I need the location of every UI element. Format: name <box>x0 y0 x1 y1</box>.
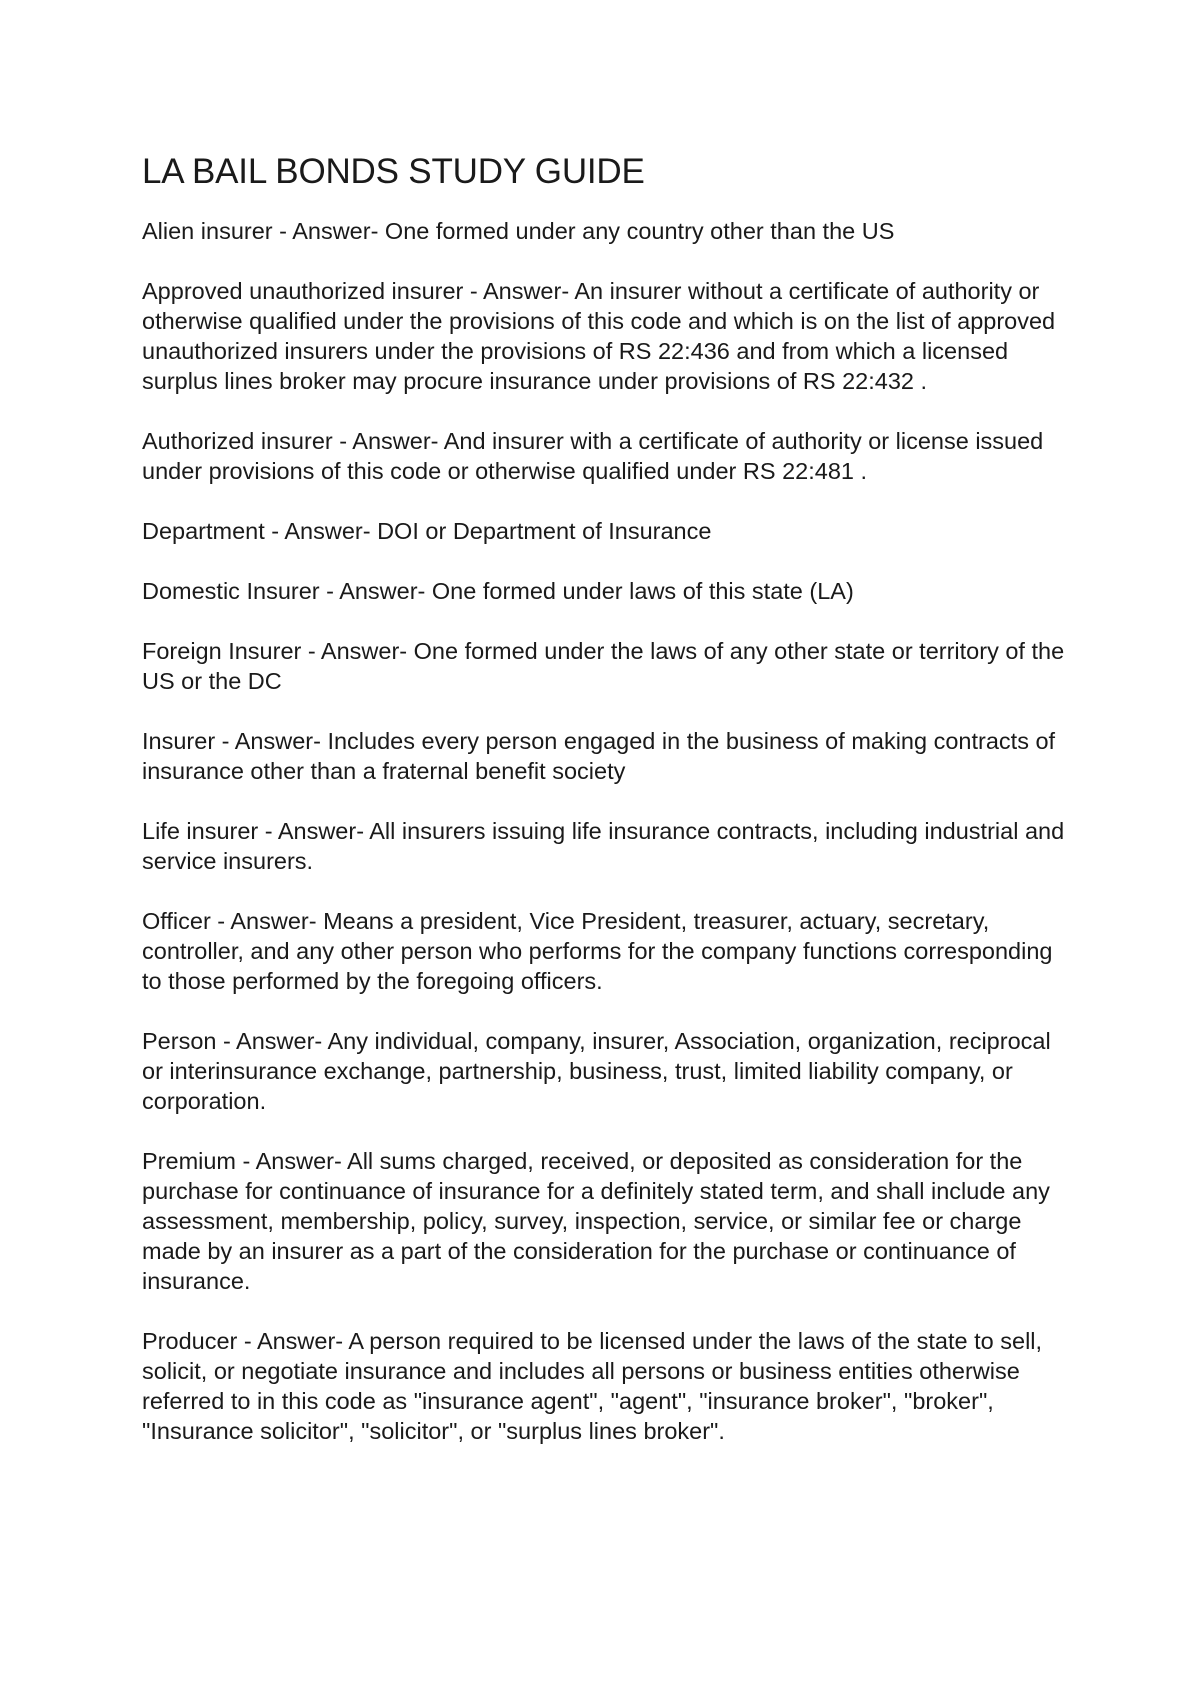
definition-entry: Alien insurer - Answer- One formed under any country other than the US <box>142 218 895 244</box>
page-title: LA BAIL BONDS STUDY GUIDE <box>142 152 645 191</box>
definition-entry: Domestic Insurer - Answer- One formed under laws of this state (LA) <box>142 578 854 604</box>
definition-entry: Approved unauthorized insurer - Answer- An insurer without a certificate of authority or otherwise qualified under the provisions of this code and which is on the list of approved unauthorized insurers under the provisions of RS 22:436 and from which a licensed surplus lines broker may procure insurance under provisions of RS 22:432 . <box>142 278 1056 394</box>
definition-entry: Producer - Answer- A person required to be licensed under the laws of the state to sell, solicit, or negotiate insurance and includes all persons or business entities otherwise referred to in this code as "insurance agent", "agent", "insurance broker", "broker", "Insurance solicitor", "solicitor", or "surplus lines broker". <box>142 1328 1043 1444</box>
definition-entry: Foreign Insurer - Answer- One formed under the laws of any other state or territory of the US or the DC <box>142 638 1065 694</box>
document-body <box>142 150 1072 1476</box>
definition-entry: Officer - Answer- Means a president, Vice President, treasurer, actuary, secretary, controller, and any other person who performs for the company functions corresponding to those performed by the foregoing officers. <box>142 908 1053 994</box>
definition-entry: Authorized insurer - Answer- And insurer with a certificate of authority or license issued under provisions of this code or otherwise qualified under RS 22:481 . <box>142 428 1044 484</box>
definition-entry: Department - Answer- DOI or Department of Insurance <box>142 518 712 544</box>
definition-entry: Person - Answer- Any individual, company, insurer, Association, organization, reciprocal or interinsurance exchange, partnership, business, trust, limited liability company, or corporation. <box>142 1028 1051 1114</box>
definition-entry: Insurer - Answer- Includes every person engaged in the business of making contracts of insurance other than a fraternal benefit society <box>142 728 1056 784</box>
definition-entry: Life insurer - Answer- All insurers issuing life insurance contracts, including industrial and service insurers. <box>142 818 1065 874</box>
definition-entry: Premium - Answer- All sums charged, received, or deposited as consideration for the purchase for continuance of insurance for a definitely stated term, and shall include any assessment, membership, policy, survey, inspection, service, or similar fee or charge made by an insurer as a part of the consideration for the purchase or continuance of insurance. <box>142 1148 1050 1294</box>
